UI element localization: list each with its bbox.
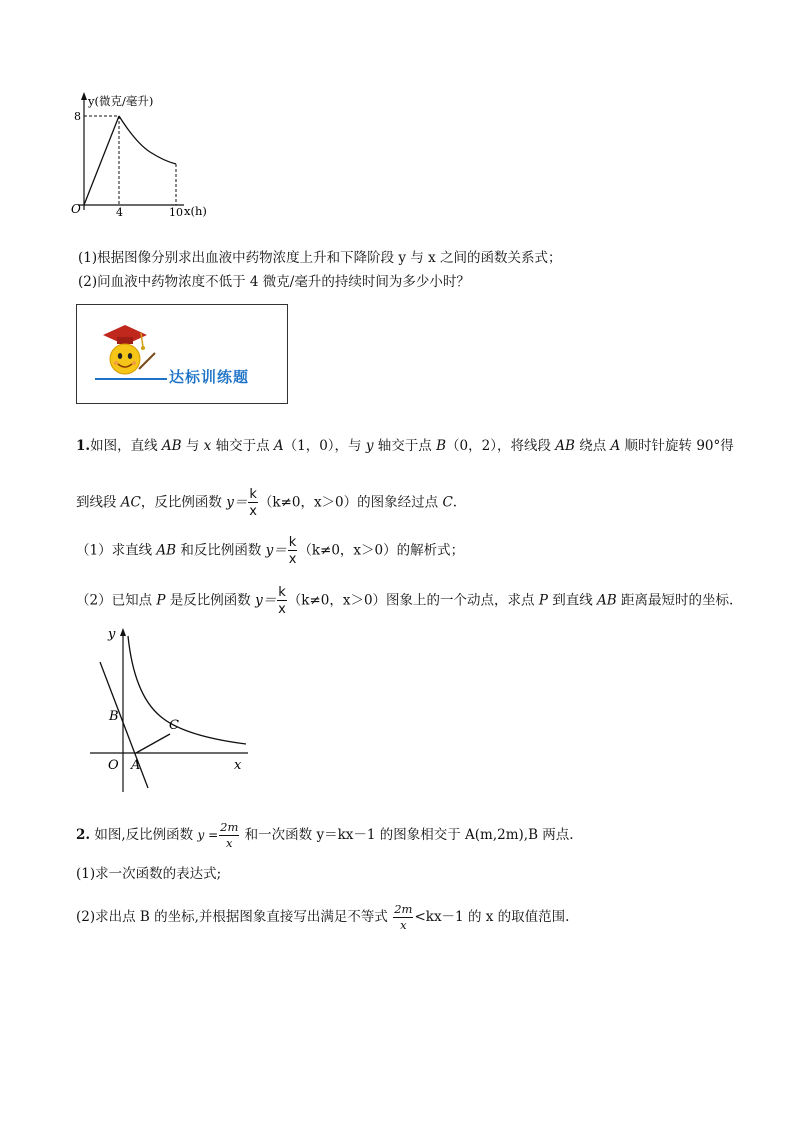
problem2-sub2: (2)求出点 B 的坐标,并根据图象直接写出满足不等式 $\frac{2m}{x}$ <kx－1 的 x 的取值范围. xyxy=(76,902,570,932)
problem2-line1: 2. 如图,反比例函数 y = $\frac{2m}{x}$ 和一次函数 y＝kx－1 的图象相交于 A(m,2m),B 两点. xyxy=(76,820,574,850)
problem1-line1: 1.如图，直线 AB 与 x 轴交于点 A（1，0），与 y 轴交于点 B（0，2），将线段 AB 绕点 A 顺时针旋转 90°得 xyxy=(76,438,734,454)
mascot-icon xyxy=(95,319,159,383)
badge-rule xyxy=(95,378,167,380)
origin-label: O xyxy=(71,202,81,216)
section-badge xyxy=(76,304,288,404)
concentration-graph xyxy=(66,88,226,218)
decay-curve xyxy=(119,116,176,164)
x-tick-4: 4 xyxy=(116,206,123,218)
intro-question-1: (1)根据图像分别求出血液中药物浓度上升和下降阶段 y 与 x 之间的函数关系式； xyxy=(78,250,562,266)
point-a-label: A xyxy=(131,758,141,773)
problem1-sub2: （2）已知点 P 是反比例函数 y＝ $\frac{k}{x}$ （k≠0，x＞0）图象上的一个动点，求点 P 到直线 AB 距离最短时的坐标. xyxy=(76,585,734,617)
hyperbola-graph xyxy=(88,624,258,794)
point-c-label: C xyxy=(169,718,179,733)
y-axis-label: y(微克/毫升) xyxy=(88,94,154,108)
two-m-over-x-fraction: $\frac{2m}{x}$ xyxy=(220,820,239,850)
k-over-x-fraction: $\frac{k}{x}$ xyxy=(278,585,286,617)
origin-label: O xyxy=(108,758,119,773)
y-tick-8: 8 xyxy=(74,110,81,123)
segment-ac xyxy=(136,734,170,753)
rising-segment xyxy=(84,116,119,205)
badge-title: 达标训练题 xyxy=(169,368,250,386)
y-axis-label: y xyxy=(108,627,116,642)
problem1-sub1: （1）求直线 AB 和反比例函数 y＝ $\frac{k}{x}$ （k≠0，x＞0）的解析式； xyxy=(76,535,465,567)
point-b-label: B xyxy=(109,709,119,724)
y-axis-arrow xyxy=(120,628,126,636)
x-axis-label: x(h) xyxy=(184,204,207,218)
intro-question-2: (2)问血液中药物浓度不低于 4 微克/毫升的持续时间为多少小时？ xyxy=(78,274,470,290)
problem2-sub1: (1)求一次函数的表达式; xyxy=(76,866,222,882)
k-over-x-fraction: $\frac{k}{x}$ xyxy=(249,487,257,519)
k-over-x-fraction: $\frac{k}{x}$ xyxy=(288,535,297,567)
x-axis-label: x xyxy=(234,758,242,773)
problem2-number: 2. xyxy=(76,827,91,843)
y-axis-arrow xyxy=(81,92,87,100)
problem1-number: 1. xyxy=(76,438,91,454)
hyperbola-curve xyxy=(128,636,246,744)
problem1-line2: 到线段 AC，反比例函数 y＝ $\frac{k}{x}$ （k≠0，x＞0）的图象经过点 C. xyxy=(76,487,458,519)
two-m-over-x-fraction: $\frac{2m}{x}$ xyxy=(394,902,413,932)
x-tick-10: 10 xyxy=(169,206,183,218)
